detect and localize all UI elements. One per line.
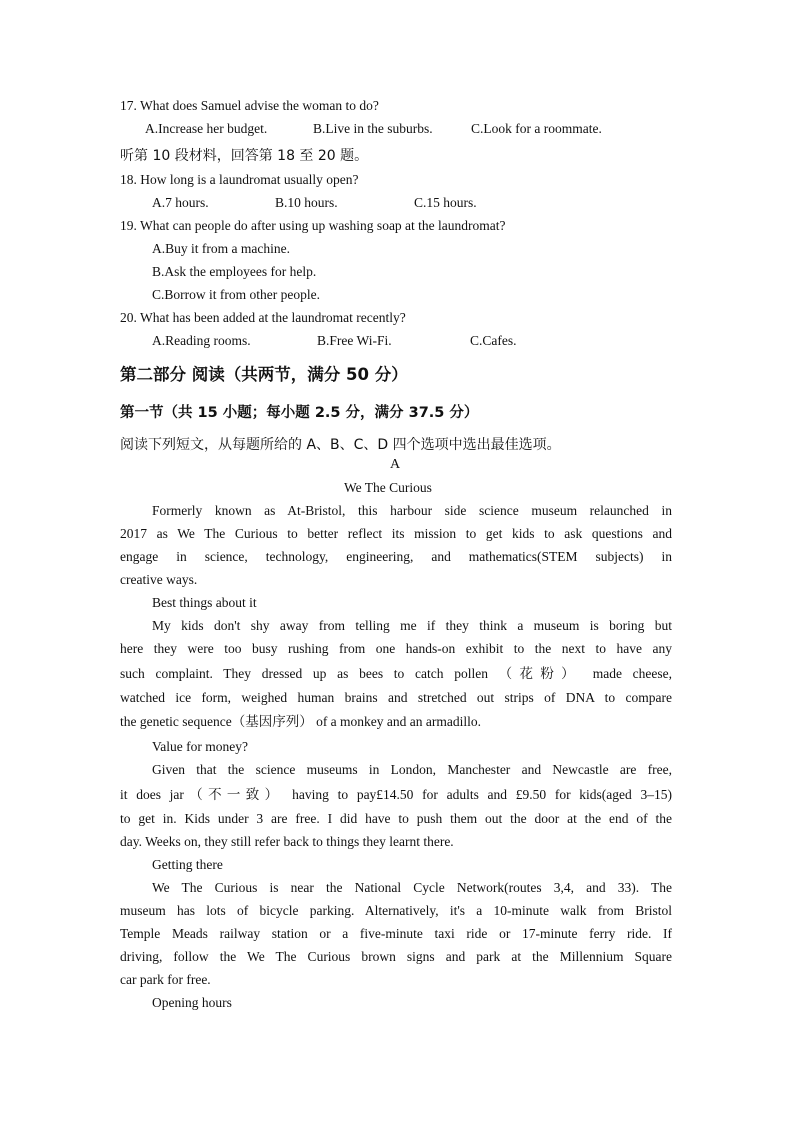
q19-option-a: A.Buy it from a machine. (152, 241, 290, 256)
part2-heading: 第二部分 阅读（共两节，满分 50 分） (120, 365, 408, 384)
q18-option-a: A.7 hours. (152, 195, 209, 210)
p3-line-3: to get in. Kids under 3 are free. I did have to push them out the door at the end of the (120, 811, 672, 826)
q17-option-a: A.Increase her budget. (145, 121, 268, 136)
q18-option-c: C.15 hours. (414, 195, 477, 210)
section1-heading: 第一节（共 15 小题；每小题 2.5 分，满分 37.5 分） (120, 405, 479, 421)
q17-stem: 17. What does Samuel advise the woman to do? (120, 98, 379, 113)
heading-opening-hours: Opening hours (152, 995, 232, 1010)
p1-line-2: 2017 as We The Curious to better reflect its mission to get kids to ask questions and (120, 526, 672, 541)
p1-line-3: engage in science, technology, engineering, and mathematics(STEM subjects) in (120, 549, 672, 564)
p2-line-4: watched ice form, weighed human brains and stretched out strips of DNA to compare (120, 690, 672, 705)
q20-option-b: B.Free Wi-Fi. (317, 333, 392, 348)
heading-best-things: Best things about it (152, 595, 257, 610)
q19-option-b: B.Ask the employees for help. (152, 264, 317, 279)
p2-line-5: the genetic sequence（基因序列） of a monkey and an armadillo. (120, 714, 482, 729)
passage-title: We The Curious (344, 480, 432, 495)
q20-option-c: C.Cafes. (470, 333, 517, 348)
p4-line-2: museum has lots of bicycle parking. Alternatively, it's a 10-minute walk from Bristol (120, 903, 672, 918)
q17-option-c: C.Look for a roommate. (471, 121, 602, 136)
p2-line-3: such complaint. They dressed up as bees to catch pollen （花粉） made cheese, (120, 666, 672, 681)
passage-letter: A (390, 457, 401, 472)
p4-line-3: Temple Meads railway station or a five-minute taxi ride or 17-minute ferry ride. If (120, 926, 672, 941)
p4-line-4: driving, follow the We The Curious brown signs and park at the Millennium Square (120, 949, 672, 964)
q20-stem: 20. What has been added at the laundromat recently? (120, 310, 406, 325)
instruction-text: 阅读下列短文，从每题所给的 A、B、C、D 四个选项中选出最佳选项。 (120, 437, 561, 453)
section10-intro: 听第 10 段材料，回答第 18 至 20 题。 (120, 148, 369, 164)
p4-line-5: car park for free. (120, 972, 211, 987)
p2-line-2: here they were too busy rushing from one hands-on exhibit to the next to have any (120, 641, 672, 656)
q19-option-c: C.Borrow it from other people. (152, 287, 320, 302)
heading-getting-there: Getting there (152, 857, 223, 872)
p1-line-4: creative ways. (120, 572, 198, 587)
p4-line-1: We The Curious is near the National Cycle Network(routes 3,4, and 33). The (152, 880, 672, 895)
p3-line-1: Given that the science museums in London, Manchester and Newcastle are free, (152, 762, 672, 777)
q18-stem: 18. How long is a laundromat usually open? (120, 172, 359, 187)
p2-line-1: My kids don't shy away from telling me if they think a museum is boring but (152, 618, 672, 633)
q17-option-b: B.Live in the suburbs. (313, 121, 433, 136)
q20-option-a: A.Reading rooms. (152, 333, 251, 348)
p3-line-2: it does jar（不一致） having to pay£14.50 for adults and £9.50 for kids(aged 3–15) (120, 787, 672, 802)
q19-stem: 19. What can people do after using up washing soap at the laundromat? (120, 218, 506, 233)
q18-option-b: B.10 hours. (275, 195, 338, 210)
p3-line-4: day. Weeks on, they still refer back to things they learnt there. (120, 834, 454, 849)
p1-line-1: Formerly known as At-Bristol, this harbour side science museum relaunched in (152, 503, 672, 518)
heading-value-for-money: Value for money? (152, 739, 248, 754)
